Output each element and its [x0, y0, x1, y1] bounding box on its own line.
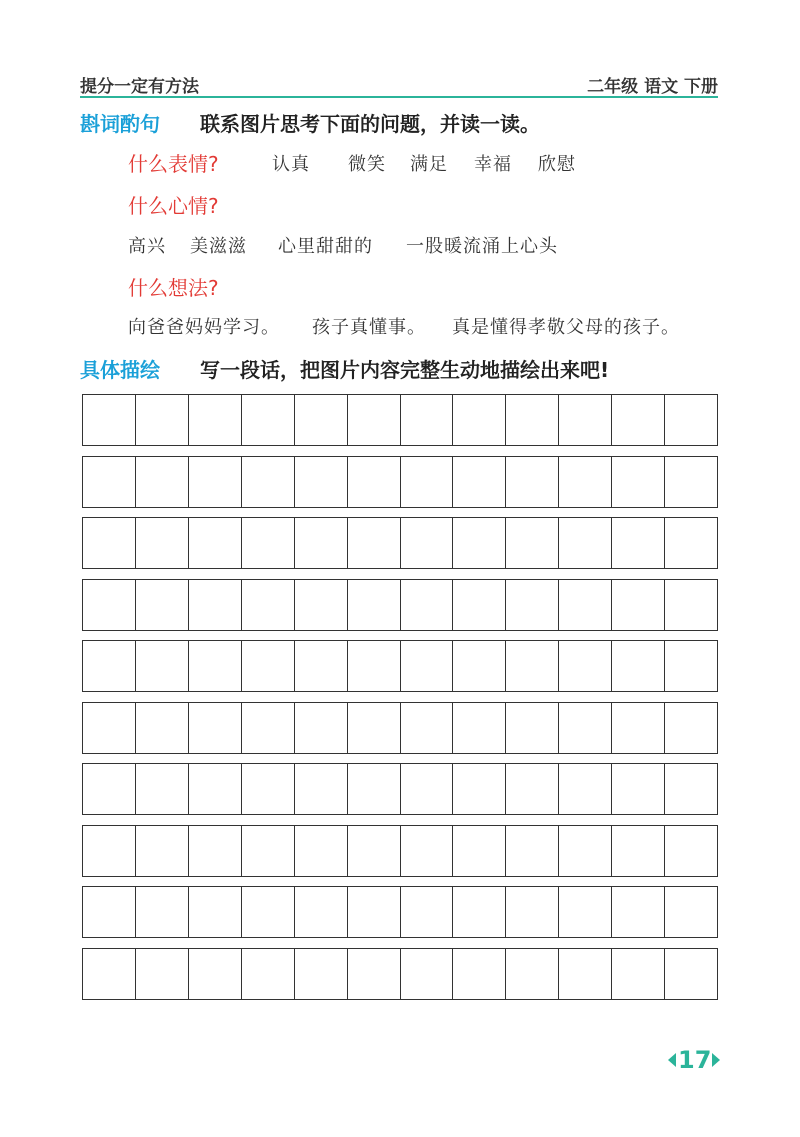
question-thought: 什么想法? [128, 276, 219, 300]
grid-cell[interactable] [136, 395, 189, 445]
grid-cell[interactable] [295, 826, 348, 876]
grid-cell[interactable] [401, 580, 454, 630]
grid-cell[interactable] [348, 826, 401, 876]
grid-cell[interactable] [612, 826, 665, 876]
grid-cell[interactable] [189, 641, 242, 691]
grid-cell[interactable] [453, 764, 506, 814]
grid-cell[interactable] [136, 764, 189, 814]
grid-cell[interactable] [83, 703, 136, 753]
prev-page-icon [668, 1053, 676, 1067]
grid-cell[interactable] [348, 395, 401, 445]
grid-cell[interactable] [83, 518, 136, 568]
grid-row [82, 948, 718, 1000]
grid-cell[interactable] [83, 641, 136, 691]
grid-cell[interactable] [348, 457, 401, 507]
grid-cell[interactable] [295, 641, 348, 691]
grid-cell[interactable] [242, 764, 295, 814]
grid-cell[interactable] [83, 949, 136, 999]
grade-subject: 二年级 语文 下册 [587, 77, 718, 97]
grid-row [82, 702, 718, 754]
grid-cell[interactable] [506, 703, 559, 753]
grid-cell[interactable] [348, 764, 401, 814]
word: 一股暖流涌上心头 [406, 236, 558, 257]
page-header [80, 72, 718, 98]
grid-cell[interactable] [401, 457, 454, 507]
grid-cell[interactable] [136, 826, 189, 876]
grid-cell[interactable] [612, 457, 665, 507]
grid-cell[interactable] [665, 518, 717, 568]
grid-cell[interactable] [453, 641, 506, 691]
grid-cell[interactable] [401, 764, 454, 814]
grid-cell[interactable] [559, 887, 612, 937]
grid-cell[interactable] [295, 457, 348, 507]
grid-cell[interactable] [242, 887, 295, 937]
grid-cell[interactable] [189, 826, 242, 876]
grid-cell[interactable] [83, 395, 136, 445]
grid-cell[interactable] [506, 826, 559, 876]
grid-cell[interactable] [189, 395, 242, 445]
word: 高兴 [128, 236, 166, 257]
grid-cell[interactable] [665, 580, 717, 630]
grid-cell[interactable] [506, 764, 559, 814]
grid-row [82, 640, 718, 692]
section2-instruction: 写一段话，把图片内容完整生动地描绘出来吧! [200, 358, 610, 382]
grid-cell[interactable] [83, 826, 136, 876]
grid-cell[interactable] [295, 395, 348, 445]
grid-cell[interactable] [453, 580, 506, 630]
grid-cell[interactable] [559, 764, 612, 814]
grid-cell[interactable] [401, 887, 454, 937]
grid-cell[interactable] [559, 826, 612, 876]
grid-cell[interactable] [242, 641, 295, 691]
grid-cell[interactable] [348, 949, 401, 999]
grid-cell[interactable] [189, 764, 242, 814]
grid-cell[interactable] [559, 457, 612, 507]
grid-cell[interactable] [83, 887, 136, 937]
grid-cell[interactable] [665, 457, 717, 507]
grid-cell[interactable] [559, 641, 612, 691]
grid-cell[interactable] [453, 949, 506, 999]
word: 心里甜甜的 [278, 236, 373, 257]
grid-cell[interactable] [136, 641, 189, 691]
grid-cell[interactable] [612, 395, 665, 445]
grid-cell[interactable] [453, 457, 506, 507]
grid-cell[interactable] [506, 457, 559, 507]
grid-cell[interactable] [453, 703, 506, 753]
grid-cell[interactable] [612, 887, 665, 937]
grid-cell[interactable] [665, 764, 717, 814]
grid-cell[interactable] [242, 949, 295, 999]
grid-row [82, 825, 718, 877]
section1-instruction: 联系图片思考下面的问题，并读一读。 [200, 112, 540, 136]
grid-cell[interactable] [401, 641, 454, 691]
grid-cell[interactable] [242, 703, 295, 753]
grid-cell[interactable] [295, 580, 348, 630]
question-mood: 什么心情? [128, 194, 219, 218]
grid-row [82, 579, 718, 631]
grid-cell[interactable] [612, 703, 665, 753]
grid-cell[interactable] [242, 395, 295, 445]
grid-cell[interactable] [506, 580, 559, 630]
grid-cell[interactable] [559, 703, 612, 753]
grid-cell[interactable] [506, 949, 559, 999]
grid-cell[interactable] [559, 518, 612, 568]
grid-cell[interactable] [401, 518, 454, 568]
grid-row [82, 886, 718, 938]
grid-row [82, 763, 718, 815]
grid-cell[interactable] [401, 703, 454, 753]
grid-cell[interactable] [453, 395, 506, 445]
grid-cell[interactable] [83, 457, 136, 507]
grid-cell[interactable] [453, 887, 506, 937]
word: 美滋滋 [190, 236, 247, 257]
grid-cell[interactable] [83, 764, 136, 814]
grid-cell[interactable] [559, 395, 612, 445]
section2-title: 具体描绘 [80, 358, 160, 382]
grid-cell[interactable] [295, 887, 348, 937]
grid-cell[interactable] [189, 949, 242, 999]
grid-row [82, 456, 718, 508]
grid-cell[interactable] [242, 580, 295, 630]
grid-cell[interactable] [506, 887, 559, 937]
grid-cell[interactable] [242, 457, 295, 507]
section1-title: 斟词酌句 [80, 112, 160, 136]
grid-cell[interactable] [136, 580, 189, 630]
word: 微笑 [348, 154, 386, 175]
grid-cell[interactable] [189, 518, 242, 568]
next-page-icon [712, 1053, 720, 1067]
grid-cell[interactable] [295, 703, 348, 753]
grid-cell[interactable] [348, 580, 401, 630]
word: 欣慰 [538, 154, 576, 175]
grid-cell[interactable] [401, 826, 454, 876]
grid-cell[interactable] [189, 703, 242, 753]
grid-cell[interactable] [665, 826, 717, 876]
grid-cell[interactable] [189, 457, 242, 507]
word: 幸福 [474, 154, 512, 175]
grid-cell[interactable] [348, 887, 401, 937]
grid-cell[interactable] [295, 764, 348, 814]
grid-cell[interactable] [665, 949, 717, 999]
grid-cell[interactable] [242, 826, 295, 876]
grid-cell[interactable] [665, 395, 717, 445]
grid-cell[interactable] [295, 949, 348, 999]
word: 孩子真懂事。 [312, 317, 426, 338]
grid-cell[interactable] [136, 949, 189, 999]
page-number: 17 [678, 1046, 712, 1074]
grid-cell[interactable] [612, 518, 665, 568]
grid-cell[interactable] [559, 949, 612, 999]
grid-cell[interactable] [506, 641, 559, 691]
grid-cell[interactable] [242, 518, 295, 568]
grid-cell[interactable] [612, 949, 665, 999]
word: 真是懂得孝敬父母的孩子。 [452, 317, 680, 338]
grid-cell[interactable] [189, 887, 242, 937]
grid-cell[interactable] [453, 518, 506, 568]
grid-cell[interactable] [189, 580, 242, 630]
grid-cell[interactable] [559, 580, 612, 630]
grid-cell[interactable] [665, 703, 717, 753]
grid-cell[interactable] [612, 580, 665, 630]
grid-cell[interactable] [348, 518, 401, 568]
grid-cell[interactable] [506, 518, 559, 568]
grid-cell[interactable] [401, 395, 454, 445]
grid-cell[interactable] [295, 518, 348, 568]
grid-cell[interactable] [506, 395, 559, 445]
grid-cell[interactable] [136, 887, 189, 937]
grid-cell[interactable] [348, 703, 401, 753]
grid-cell[interactable] [348, 641, 401, 691]
grid-row [82, 394, 718, 446]
grid-cell[interactable] [136, 457, 189, 507]
question-expression: 什么表情? [128, 152, 219, 176]
grid-cell[interactable] [401, 949, 454, 999]
grid-cell[interactable] [453, 826, 506, 876]
grid-cell[interactable] [83, 580, 136, 630]
word: 向爸爸妈妈学习。 [128, 317, 280, 338]
grid-cell[interactable] [612, 764, 665, 814]
grid-cell[interactable] [665, 641, 717, 691]
grid-cell[interactable] [665, 887, 717, 937]
series-title: 提分一定有方法 [80, 77, 199, 97]
word: 认真 [272, 154, 310, 175]
grid-cell[interactable] [136, 703, 189, 753]
grid-cell[interactable] [612, 641, 665, 691]
grid-cell[interactable] [136, 518, 189, 568]
grid-row [82, 517, 718, 569]
word: 满足 [410, 154, 448, 175]
